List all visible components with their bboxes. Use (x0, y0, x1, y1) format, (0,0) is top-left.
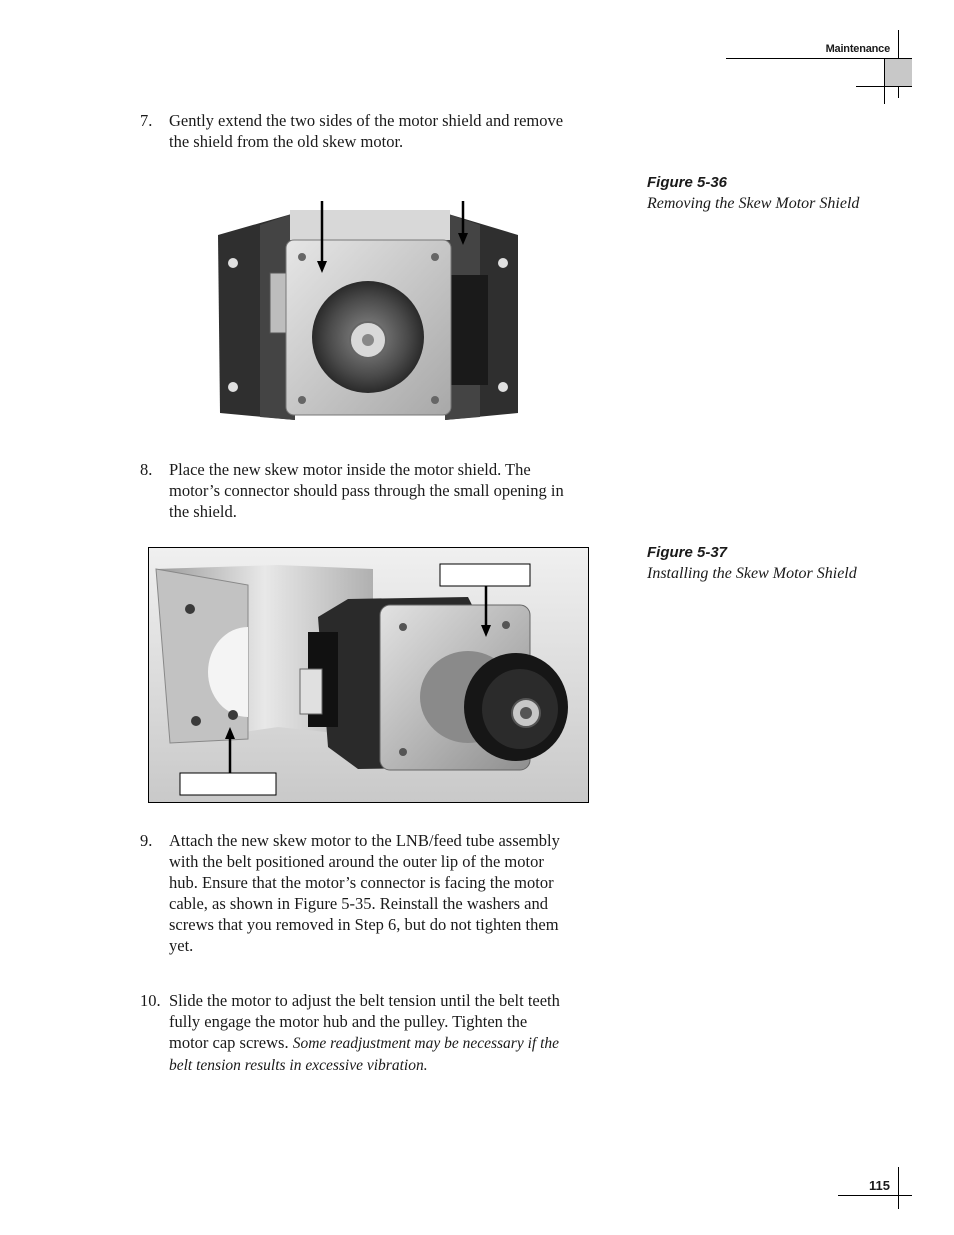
step-number: 10. (140, 991, 161, 1010)
step-number: 8. (140, 460, 153, 479)
footer-rule (838, 1195, 912, 1196)
figure-5-37-caption (647, 543, 907, 585)
figure-title: Figure 5-37 (647, 544, 728, 561)
figure-5-36-photo (200, 195, 540, 425)
step-note: Some readjustment may be necessary if the belt tension results in excessive vibration. (169, 1035, 560, 1074)
step-text: Place the new skew motor inside the motor shield. The motor’s connector should pass through the small opening in the shield. (169, 460, 564, 521)
step-9 (140, 830, 570, 956)
step-main-text: Slide the motor to adjust the belt tension until the belt teeth fully engage the motor hub and the pulley. Tighten the motor cap screws. (169, 991, 560, 1052)
header-crop-box (885, 59, 912, 86)
figure-caption-text: Installing the Skew Motor Shield (647, 565, 857, 582)
figure-5-37-photo (148, 547, 589, 803)
step-8 (140, 459, 570, 522)
step-number: 7. (140, 111, 153, 130)
section-label: Maintenance (825, 43, 890, 55)
header-crop-horizontal (856, 86, 912, 87)
figure-caption-text: Removing the Skew Motor Shield (647, 195, 860, 212)
page-number: 115 (869, 1178, 890, 1193)
step-number: 9. (140, 831, 153, 850)
figure-title: Figure 5-36 (647, 174, 728, 191)
step-text: Attach the new skew motor to the LNB/feed tube assembly with the belt positioned around the outer lip of the motor hub. Ensure that the motor’s connector is facing the motor cable, as shown in Figure 5-35. Reinstall the washers and screws that you removed in Step 6, but do not tighten them yet. (169, 831, 560, 955)
step-text: Gently extend the two sides of the motor shield and remove the shield from the old skew motor. (169, 111, 564, 151)
step-10 (140, 990, 570, 1076)
figure-5-36-caption (647, 173, 907, 215)
footer-crop-vertical (898, 1167, 899, 1209)
step-7 (140, 110, 570, 152)
step-text (169, 990, 570, 1076)
